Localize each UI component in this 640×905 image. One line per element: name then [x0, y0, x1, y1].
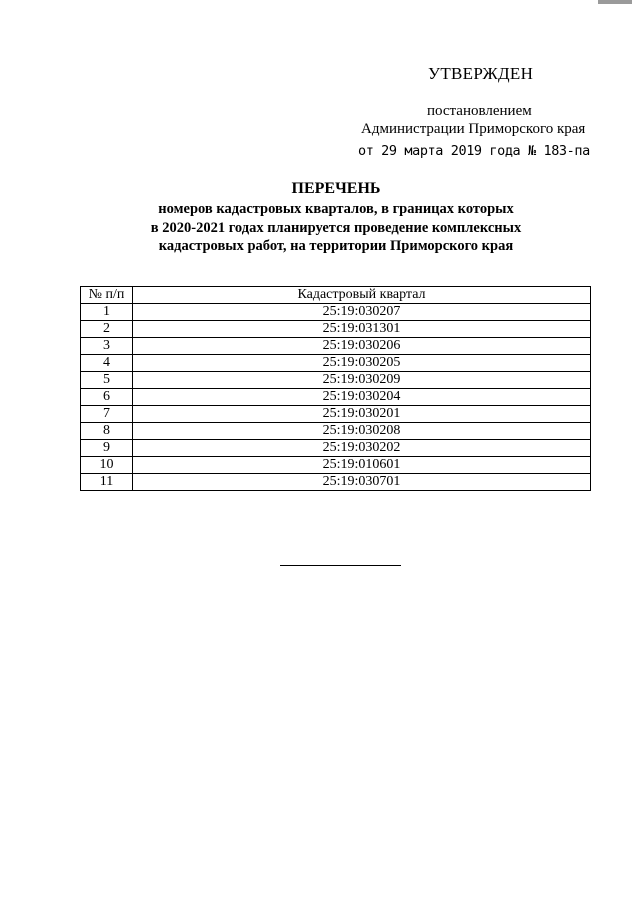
table-row: [81, 457, 591, 474]
cadastral-quarter: 25:19:030209: [133, 372, 591, 389]
row-number: 2: [81, 321, 133, 338]
row-number: 11: [81, 474, 133, 491]
row-number: 4: [81, 355, 133, 372]
table-row: [81, 406, 591, 423]
scan-corner-mark: [598, 0, 632, 4]
table-row: [81, 423, 591, 440]
cadastral-quarter: 25:19:030204: [133, 389, 591, 406]
table-row: [81, 389, 591, 406]
row-number: 1: [81, 304, 133, 321]
table-row: [81, 372, 591, 389]
approval-line-2: Администрации Приморского края: [361, 121, 586, 137]
table-row: [81, 321, 591, 338]
table-header-row: [81, 287, 591, 304]
document-subtitle: [0, 200, 640, 256]
header-quarter: Кадастровый квартал: [133, 287, 591, 304]
row-number: 5: [81, 372, 133, 389]
cadastral-quarter: 25:19:030206: [133, 338, 591, 355]
cadastral-quarter: 25:19:030208: [133, 423, 591, 440]
row-number: 3: [81, 338, 133, 355]
subtitle-line: номеров кадастровых кварталов, в границах которых: [158, 201, 514, 217]
cadastral-quarter: 25:19:030207: [133, 304, 591, 321]
cadastral-quarter: 25:19:030701: [133, 474, 591, 491]
cadastral-quarter: 25:19:030202: [133, 440, 591, 457]
row-number: 8: [81, 423, 133, 440]
row-number: 7: [81, 406, 133, 423]
document-title: ПЕРЕЧЕНЬ: [291, 180, 381, 197]
approval-title: УТВЕРЖДЕН: [428, 64, 534, 83]
subtitle-line: кадастровых работ, на территории Приморского края: [158, 238, 514, 254]
table-row: [81, 355, 591, 372]
cadastral-quarter: 25:19:010601: [133, 457, 591, 474]
end-of-document-rule: [280, 565, 401, 566]
approval-date: от 29 марта 2019 года № 183-па: [358, 143, 590, 159]
row-number: 10: [81, 457, 133, 474]
cadastral-quarters-table: [80, 286, 591, 491]
cadastral-quarter: 25:19:030205: [133, 355, 591, 372]
table-row: [81, 440, 591, 457]
row-number: 6: [81, 389, 133, 406]
subtitle-line: в 2020-2021 годах планируется проведение комплексных: [150, 219, 522, 236]
cadastral-quarter: 25:19:030201: [133, 406, 591, 423]
row-number: 9: [81, 440, 133, 457]
table-row: [81, 338, 591, 355]
table-row: [81, 304, 591, 321]
approval-line-1: постановлением: [427, 103, 532, 119]
table-row: [81, 474, 591, 491]
cadastral-quarter: 25:19:031301: [133, 321, 591, 338]
header-number: № п/п: [81, 287, 133, 304]
